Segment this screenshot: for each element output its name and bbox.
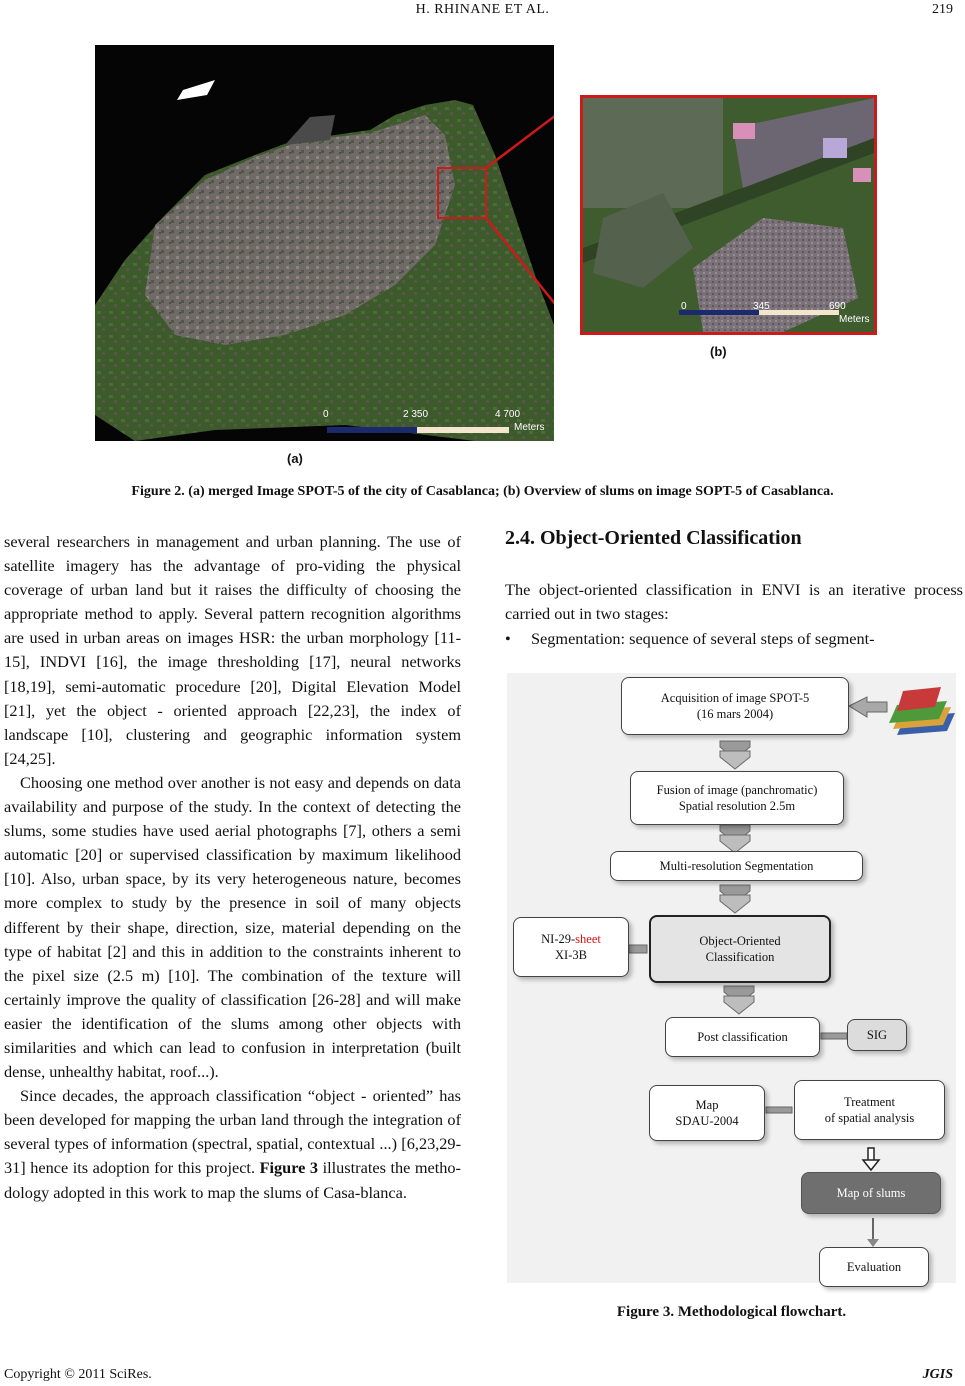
bullet-item bbox=[505, 627, 963, 651]
scale-a-tick-2: 4 700 bbox=[495, 409, 521, 420]
ni-sheet-box bbox=[513, 917, 629, 977]
paragraph-3 bbox=[4, 1084, 461, 1204]
journal-name: JGIS bbox=[922, 1367, 953, 1382]
evaluation-label: Evaluation bbox=[846, 1260, 902, 1274]
post-classification-box bbox=[665, 1017, 820, 1057]
scale-bar-dark-a bbox=[327, 427, 417, 433]
fusion-title: Fusion of image (panchromatic) bbox=[656, 783, 818, 797]
arrow-post-to-sig bbox=[821, 1033, 847, 1039]
sdau-map-box bbox=[649, 1085, 765, 1141]
slums-overview-image bbox=[580, 95, 877, 335]
segmentation-label: Multi-resolution Segmentation bbox=[659, 859, 814, 873]
sdau-map-title: Map bbox=[695, 1098, 719, 1112]
bullet-symbol: • bbox=[505, 629, 511, 648]
ni-sheet-word: sheet bbox=[575, 932, 601, 946]
classification-subtitle: Classification bbox=[705, 950, 775, 964]
scale-a-tick-0: 0 bbox=[323, 409, 329, 420]
scale-b-tick-1: 345 bbox=[753, 301, 770, 312]
running-head: H. RHINANE ET AL. bbox=[415, 2, 550, 17]
sig-label: SIG bbox=[866, 1028, 888, 1042]
sig-box bbox=[847, 1019, 907, 1051]
acquisition-title: Acquisition of image SPOT-5 bbox=[660, 691, 810, 705]
scale-bar-dark-b bbox=[679, 310, 759, 315]
fusion-box bbox=[630, 771, 844, 825]
left-column-text bbox=[4, 530, 461, 1205]
arrow-ni-to-classification bbox=[629, 945, 647, 953]
scale-b-tick-2: 690 bbox=[829, 301, 846, 312]
ni-sheet-line1 bbox=[541, 931, 601, 947]
ni-sheet-prefix: NI-29- bbox=[541, 932, 576, 946]
scale-a-tick-1: 2 350 bbox=[403, 409, 429, 420]
spatial-analysis-box bbox=[794, 1080, 945, 1140]
section-heading: 2.4. Object-Oriented Classification bbox=[505, 527, 802, 549]
object-oriented-classification-box bbox=[649, 915, 831, 983]
ni-sheet-line2: XI-3B bbox=[555, 948, 587, 962]
arrow-map-to-treatment bbox=[766, 1107, 792, 1113]
input-arrow-icon bbox=[849, 697, 887, 717]
methodology-flowchart bbox=[507, 673, 956, 1283]
panel-a-label: (a) bbox=[287, 451, 303, 466]
data-layers-icon bbox=[889, 687, 955, 735]
figure3-reference: Figure 3 bbox=[259, 1158, 319, 1178]
satellite-image-casablanca bbox=[95, 45, 554, 441]
map-of-slums-box bbox=[801, 1172, 941, 1214]
copyright-notice: Copyright © 2011 SciRes. bbox=[4, 1367, 152, 1382]
down-arrow-to-map-of-slums bbox=[863, 1148, 879, 1170]
arrow-to-evaluation bbox=[867, 1218, 879, 1247]
page-number: 219 bbox=[932, 2, 953, 17]
panel-b-label: (b) bbox=[710, 344, 727, 359]
scale-bar-light-a bbox=[417, 427, 509, 433]
figure2-caption: Figure 2. (a) merged Image SPOT-5 of the city of Casablanca; (b) Overview of slums on image SOPT-5 of Casablanca. bbox=[131, 484, 834, 499]
scale-b-tick-0: 0 bbox=[681, 301, 687, 312]
paragraph-2: Choosing one method over another is not easy and depends on data availability and purpose of the study. In the context of detecting the slums, some studies have used aerial photographs [7], others a semi automatic [20] or supervised classification by maximum likelihood [10]. Also, urban space, by its very heterogeneous nature, becomes more complex to study by the presence in soil of many objects different by their shape, direction, size, material depending on the type of habitat [2] and this in addition to the constraints inherent to the pixel size (2.5 m) [10]. The combination of the texture will certainly improve the quality of classification [26-28] and will make easier the identification of the slums among other objects with similarities and which can lead to confusion in interpretation (built dense, unhealthy habitat, roof...). bbox=[4, 772, 461, 1082]
sdau-map-year: SDAU-2004 bbox=[675, 1114, 739, 1128]
paragraph-1: several researchers in management and urban planning. The use of satellite imagery has the advantage of pro-viding the physical coverage of urban land but it raises the difficulty of choosing the appropriate method to apply. Several pattern recognition algorithms are used in urban areas on images HSR: the urban morphology [11-15], INDVI [16], the image thresholding [17], neural networks [18,19], semi-automatic procedure [20], Digital Elevation Model [21], yet the object - oriented approach [22,23], the index of landscape [10], clustering and geographic information system [24,25]. bbox=[4, 532, 461, 768]
fusion-resolution: Spatial resolution 2.5m bbox=[678, 799, 796, 813]
figure3-caption: Figure 3. Methodological flowchart. bbox=[616, 1304, 847, 1320]
bullet-text: Segmentation: sequence of several steps of segment- bbox=[531, 629, 875, 648]
paragraph-3-text-end: illustrates the metho-dology adopted in this work to map the slums of Casa-blanca. bbox=[4, 1158, 461, 1202]
segmentation-box bbox=[610, 851, 863, 881]
scale-b-unit: Meters bbox=[839, 314, 870, 325]
evaluation-box bbox=[819, 1247, 929, 1287]
classification-title: Object-Oriented bbox=[699, 934, 781, 948]
section-intro: The object-oriented classification in ENVI is an iterative process carried out in two stages: bbox=[505, 580, 963, 623]
acquisition-box bbox=[621, 677, 849, 735]
scale-bar-light-b bbox=[759, 310, 839, 315]
spatial-analysis-subtitle: of spatial analysis bbox=[824, 1111, 915, 1125]
acquisition-date: (16 mars 2004) bbox=[696, 707, 774, 721]
scale-a-unit: Meters bbox=[514, 422, 545, 433]
post-classification-label: Post classification bbox=[697, 1030, 788, 1044]
paragraph-3-text: Since decades, the approach classification “object - oriented” has been developed for mapping the urban land through the integration of several types of information (spectral, spatial, contextual ...) [6,23,29-31] hence its adoption for this project. bbox=[4, 1086, 461, 1178]
spatial-analysis-title: Treatment bbox=[844, 1095, 895, 1109]
map-of-slums-label: Map of slums bbox=[836, 1186, 906, 1200]
